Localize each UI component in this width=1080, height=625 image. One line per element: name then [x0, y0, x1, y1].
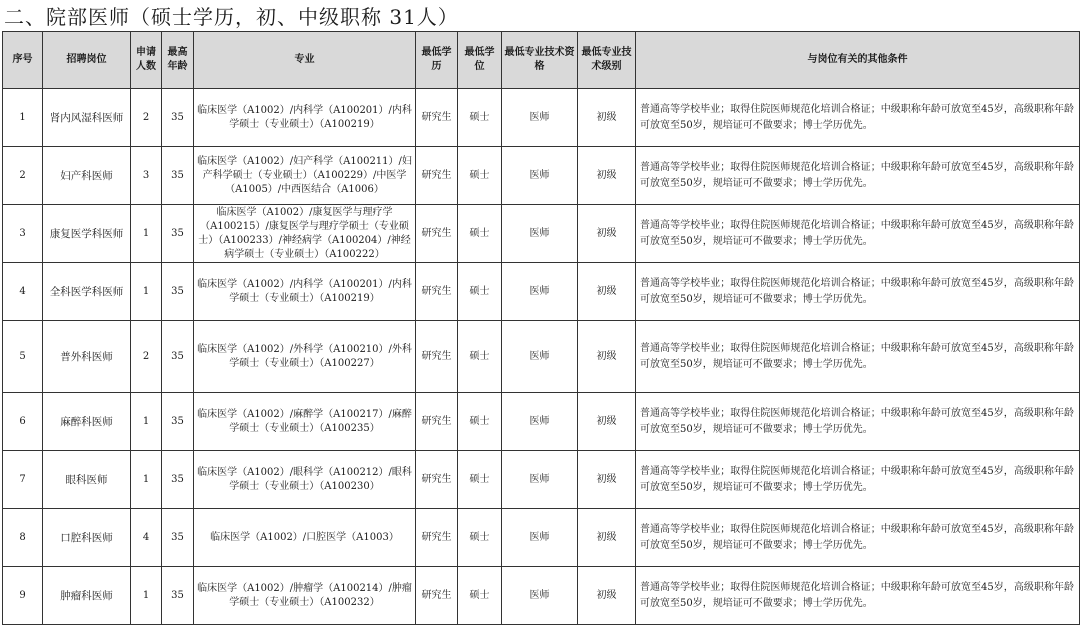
cell-qual: 医师 — [502, 89, 578, 147]
cell-edu: 研究生 — [416, 263, 458, 321]
cell-post: 口腔科医师 — [43, 509, 131, 567]
cell-age: 35 — [162, 89, 194, 147]
cell-seq: 9 — [3, 567, 43, 625]
cell-seq: 4 — [3, 263, 43, 321]
cell-level: 初级 — [578, 205, 636, 263]
header-major: 专业 — [194, 32, 416, 89]
cell-other: 普通高等学校毕业；取得住院医师规范化培训合格证；中级职称年龄可放宽至45岁，高级职称年龄可放宽至50岁，规培证可不做要求；博士学历优先。 — [636, 321, 1080, 393]
header-qual: 最低专业技术资格 — [502, 32, 578, 89]
header-count: 申请人数 — [131, 32, 162, 89]
cell-degree: 硕士 — [458, 205, 502, 263]
table-row — [3, 263, 1080, 321]
cell-major: 临床医学（A1002）/麻醉学（A100217）/麻醉学硕士（专业硕士）（A100235） — [194, 393, 416, 451]
cell-seq: 6 — [3, 393, 43, 451]
cell-age: 35 — [162, 393, 194, 451]
cell-qual: 医师 — [502, 321, 578, 393]
cell-age: 35 — [162, 567, 194, 625]
cell-count: 2 — [131, 89, 162, 147]
cell-age: 35 — [162, 263, 194, 321]
header-seq: 序号 — [3, 32, 43, 89]
cell-count: 1 — [131, 263, 162, 321]
cell-level: 初级 — [578, 147, 636, 205]
cell-seq: 1 — [3, 89, 43, 147]
cell-qual: 医师 — [502, 567, 578, 625]
cell-age: 35 — [162, 205, 194, 263]
cell-degree: 硕士 — [458, 147, 502, 205]
header-post: 招聘岗位 — [43, 32, 131, 89]
cell-major: 临床医学（A1002）/内科学（A100201）/内科学硕士（专业硕士）（A100219） — [194, 89, 416, 147]
cell-seq: 7 — [3, 451, 43, 509]
cell-degree: 硕士 — [458, 567, 502, 625]
cell-age: 35 — [162, 451, 194, 509]
table-row — [3, 89, 1080, 147]
cell-edu: 研究生 — [416, 393, 458, 451]
header-level: 最低专业技术级别 — [578, 32, 636, 89]
cell-age: 35 — [162, 509, 194, 567]
cell-post: 全科医学科医师 — [43, 263, 131, 321]
cell-edu: 研究生 — [416, 321, 458, 393]
cell-qual: 医师 — [502, 147, 578, 205]
header-edu: 最低学历 — [416, 32, 458, 89]
cell-edu: 研究生 — [416, 89, 458, 147]
cell-edu: 研究生 — [416, 567, 458, 625]
cell-seq: 8 — [3, 509, 43, 567]
cell-seq: 5 — [3, 321, 43, 393]
cell-major: 临床医学（A1002）/口腔医学（A1003） — [194, 509, 416, 567]
cell-other: 普通高等学校毕业；取得住院医师规范化培训合格证；中级职称年龄可放宽至45岁，高级职称年龄可放宽至50岁，规培证可不做要求；博士学历优先。 — [636, 147, 1080, 205]
cell-count: 4 — [131, 509, 162, 567]
cell-qual: 医师 — [502, 509, 578, 567]
cell-other: 普通高等学校毕业；取得住院医师规范化培训合格证；中级职称年龄可放宽至45岁，高级职称年龄可放宽至50岁，规培证可不做要求；博士学历优先。 — [636, 567, 1080, 625]
cell-major: 临床医学（A1002）/外科学（A100210）/外科学硕士（专业硕士）（A100227） — [194, 321, 416, 393]
cell-degree: 硕士 — [458, 263, 502, 321]
header-degree: 最低学位 — [458, 32, 502, 89]
cell-degree: 硕士 — [458, 451, 502, 509]
cell-major: 临床医学（A1002）/内科学（A100201）/内科学硕士（专业硕士）（A100219） — [194, 263, 416, 321]
cell-qual: 医师 — [502, 451, 578, 509]
table-row — [3, 393, 1080, 451]
cell-level: 初级 — [578, 263, 636, 321]
cell-major: 临床医学（A1002）/眼科学（A100212）/眼科学硕士（专业硕士）（A100230） — [194, 451, 416, 509]
page-title: 二、院部医师（硕士学历，初、中级职称 31人） — [4, 5, 459, 29]
cell-post: 普外科医师 — [43, 321, 131, 393]
cell-major: 临床医学（A1002）/康复医学与理疗学（A100215）/康复医学与理疗学硕士（专业硕士）（A100233）/神经病学（A100204）/神经病学硕士（专业硕士）（A100222） — [194, 205, 416, 263]
cell-count: 3 — [131, 147, 162, 205]
cell-degree: 硕士 — [458, 321, 502, 393]
cell-degree: 硕士 — [458, 393, 502, 451]
table-row — [3, 451, 1080, 509]
cell-level: 初级 — [578, 393, 636, 451]
cell-other: 普通高等学校毕业；取得住院医师规范化培训合格证；中级职称年龄可放宽至45岁，高级职称年龄可放宽至50岁，规培证可不做要求；博士学历优先。 — [636, 509, 1080, 567]
cell-count: 2 — [131, 321, 162, 393]
cell-major: 临床医学（A1002）/肿瘤学（A100214）/肿瘤学硕士（专业硕士）（A100232） — [194, 567, 416, 625]
cell-level: 初级 — [578, 321, 636, 393]
cell-qual: 医师 — [502, 263, 578, 321]
cell-post: 眼科医师 — [43, 451, 131, 509]
cell-other: 普通高等学校毕业；取得住院医师规范化培训合格证；中级职称年龄可放宽至45岁，高级职称年龄可放宽至50岁，规培证可不做要求；博士学历优先。 — [636, 89, 1080, 147]
table-row — [3, 321, 1080, 393]
cell-post: 肾内风湿科医师 — [43, 89, 131, 147]
cell-post: 麻醉科医师 — [43, 393, 131, 451]
cell-other: 普通高等学校毕业；取得住院医师规范化培训合格证；中级职称年龄可放宽至45岁，高级职称年龄可放宽至50岁，规培证可不做要求；博士学历优先。 — [636, 393, 1080, 451]
cell-count: 1 — [131, 393, 162, 451]
cell-age: 35 — [162, 321, 194, 393]
cell-edu: 研究生 — [416, 451, 458, 509]
cell-level: 初级 — [578, 451, 636, 509]
cell-count: 1 — [131, 451, 162, 509]
cell-other: 普通高等学校毕业；取得住院医师规范化培训合格证；中级职称年龄可放宽至45岁，高级职称年龄可放宽至50岁，规培证可不做要求；博士学历优先。 — [636, 263, 1080, 321]
cell-level: 初级 — [578, 567, 636, 625]
cell-other: 普通高等学校毕业；取得住院医师规范化培训合格证；中级职称年龄可放宽至45岁，高级职称年龄可放宽至50岁，规培证可不做要求；博士学历优先。 — [636, 205, 1080, 263]
cell-level: 初级 — [578, 509, 636, 567]
cell-degree: 硕士 — [458, 509, 502, 567]
cell-qual: 医师 — [502, 393, 578, 451]
cell-count: 1 — [131, 567, 162, 625]
cell-count: 1 — [131, 205, 162, 263]
cell-edu: 研究生 — [416, 509, 458, 567]
cell-degree: 硕士 — [458, 89, 502, 147]
header-age: 最高年龄 — [162, 32, 194, 89]
cell-other: 普通高等学校毕业；取得住院医师规范化培训合格证；中级职称年龄可放宽至45岁，高级职称年龄可放宽至50岁，规培证可不做要求；博士学历优先。 — [636, 451, 1080, 509]
cell-age: 35 — [162, 147, 194, 205]
cell-seq: 2 — [3, 147, 43, 205]
cell-level: 初级 — [578, 89, 636, 147]
table-row — [3, 147, 1080, 205]
cell-edu: 研究生 — [416, 147, 458, 205]
cell-post: 妇产科医师 — [43, 147, 131, 205]
table-header-row — [3, 32, 1080, 89]
cell-post: 肿瘤科医师 — [43, 567, 131, 625]
recruitment-table — [2, 31, 1080, 625]
header-other: 与岗位有关的其他条件 — [636, 32, 1080, 89]
table-row — [3, 205, 1080, 263]
cell-major: 临床医学（A1002）/妇产科学（A100211）/妇产科学硕士（专业硕士）（A100229）/中医学（A1005）/中西医结合（A1006） — [194, 147, 416, 205]
table-row — [3, 567, 1080, 625]
cell-seq: 3 — [3, 205, 43, 263]
cell-post: 康复医学科医师 — [43, 205, 131, 263]
cell-edu: 研究生 — [416, 205, 458, 263]
cell-qual: 医师 — [502, 205, 578, 263]
table-row — [3, 509, 1080, 567]
